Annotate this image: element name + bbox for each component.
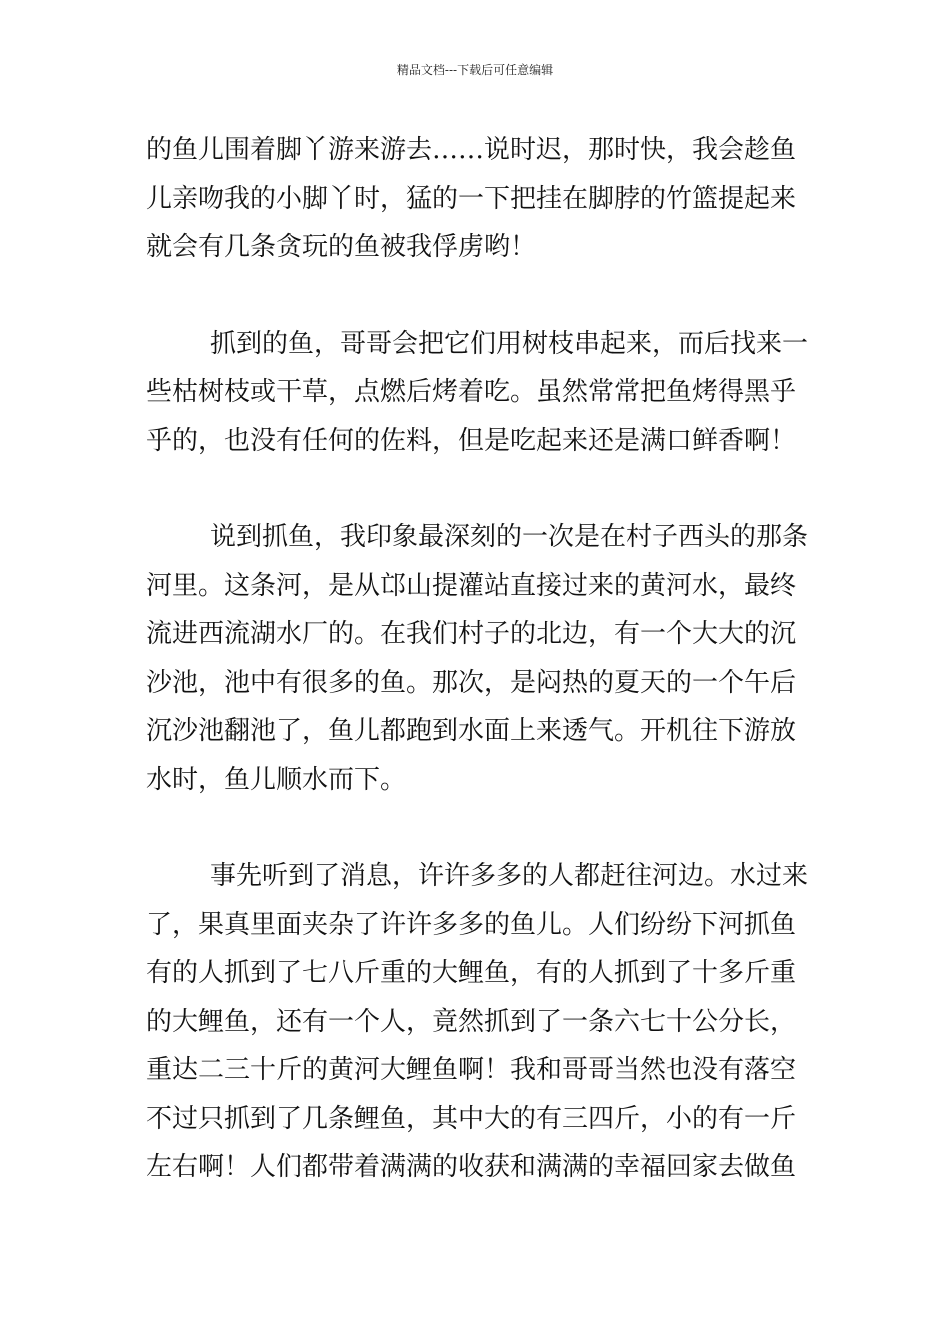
text-line: 有的人抓到了七八斤重的大鲤鱼，有的人抓到了十多斤重 [146,958,797,988]
paragraph-2 [146,320,809,466]
text-line: 抓到的鱼，哥哥会把它们用树枝串起来，而后找来一 [210,328,809,359]
text-line: 沉沙池翻池了，鱼儿都跑到水面上来透气。开机往下游放 [146,716,797,746]
paragraph-4 [146,852,809,1192]
text-line: 说到抓鱼，我印象最深刻的一次是在村子西头的那条 [210,522,809,552]
body-text [146,126,809,1240]
page-header: 精品文档---下载后可任意编辑 [396,63,554,77]
text-line: 了，果真里面夹杂了许许多多的鱼儿。人们纷纷下河抓鱼 [146,909,797,940]
text-line: 流进西流湖水厂的。在我们村子的北边，有一个大大的沉 [146,619,797,649]
text-line: 些枯树枝或干草，点燃后烤着吃。虽然常常把鱼烤得黑乎 [146,377,797,407]
text-line: 的大鲤鱼，还有一个人，竟然抓到了一条六七十公分长， [146,1006,797,1037]
text-line: 就会有几条贪玩的鱼被我俘虏哟！ [146,232,537,262]
text-line: 河里。这条河，是从邙山提灌站直接过来的黄河水，最终 [146,570,797,601]
text-line: 重达二三十斤的黄河大鲤鱼啊！我和哥哥当然也没有落空 [146,1055,797,1085]
paragraph-1 [146,126,806,272]
text-line: 的鱼儿围着脚丫游来游去……说时迟，那时快，我会趁鱼 [146,135,797,165]
text-line: 沙池，池中有很多的鱼。那次，是闷热的夏天的一个午后 [146,667,797,698]
text-line: 水时，鱼儿顺水而下。 [146,764,407,795]
text-line: 不过只抓到了几条鲤鱼，其中大的有三四斤，小的有一斤 [146,1103,797,1134]
text-line: 乎的，也没有任何的佐料，但是吃起来还是满口鲜香啊！ [146,425,797,456]
paragraph-3 [146,513,809,804]
text-line: 事先听到了消息，许许多多的人都赶往河边。水过来 [210,861,809,891]
text-line: 左右啊！人们都带着满满的收获和满满的幸福回家去做鱼 [146,1152,797,1182]
text-line: 儿亲吻我的小脚丫时，猛的一下把挂在脚脖的竹篮提起来 [146,183,797,214]
